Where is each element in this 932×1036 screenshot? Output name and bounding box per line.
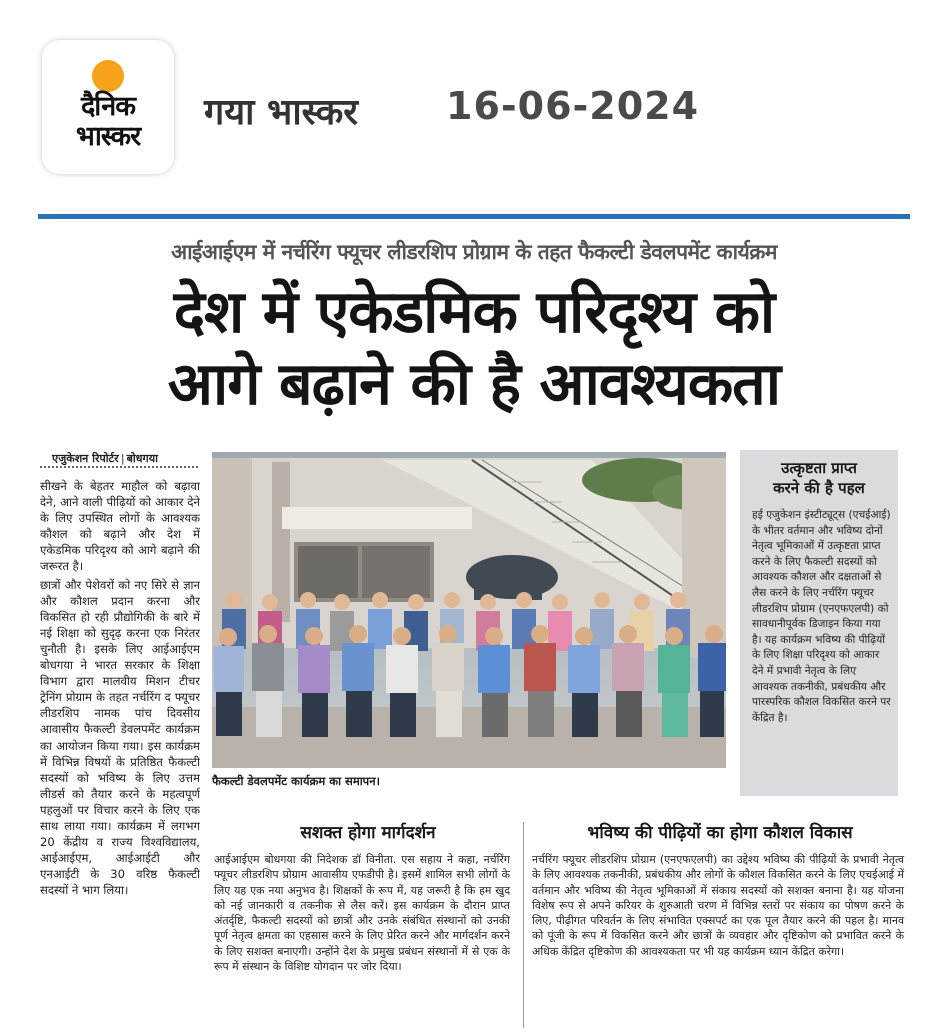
left-paragraph-2: छात्रों और पेशेवरों को नए सिरे से ज्ञान और कौशल प्रदान करना और विकसित हो रही प्रौद्योगिकी के बारे में नई शिक्षा को सुदृढ़ करना एक निरंतर चुनौती है। इसके लिए आईआईएम बोधगया ने भारत सरकार के शिक्षा विभाग द्वारा मालवीय मिशन टीचर ट्रेनिंग प्रोग्राम के तहत नर्चरिंग द फ्यूचर लीडरशिप नामक पांच दिवसीय आवासीय फैकल्टी डेवलपमेंट कार्यक्रम का आयोजन किया गया। इस कार्यक्रम में विभिन्न विषयों के प्रतिष्ठित फैकल्टी सदस्यों को भविष्य के लिए उत्तम लीडर्स को तैयार करने के महत्वपूर्ण पहलुओं पर विचार करने के लिए एक साथ लाया गया। कार्यक्रम में लगभग 20 केंद्रीय व राज्य विश्वविद्यालय, आईआईएम, आईआईटी और एनआईटी के 30 वरिष्ठ फैकल्टी सदस्यों ने भाग लिया।: [40, 577, 200, 898]
sidebar-title-line2: करने की है पहल: [773, 479, 865, 497]
left-paragraph-1: सीखने के बेहतर माहौल को बढ़ावा देने, आने वाली पीढ़ियों को आकार देने के लिए उपस्थित लोगों के आवश्यक कौशल को बढ़ाने और देश में एकेडमिक परिदृश्य को आगे बढ़ाने की जरूरत है।: [40, 479, 200, 574]
photo-caption: फैकल्टी डेवलपमेंट कार्यक्रम का समापन।: [212, 774, 380, 788]
sidebar-title-line1: उत्कृष्टता प्राप्त: [781, 459, 857, 477]
left-column-text: [40, 478, 200, 1028]
group-photo-block: [212, 452, 726, 800]
article-headline: [34, 276, 914, 420]
sun-icon: [92, 60, 124, 92]
byline: एजुकेशन रिपोर्टर | बोधगया: [52, 452, 158, 465]
section2-body: नर्चरिंग फ्यूचर लीडरशिप प्रोग्राम (एनएफएलपी) का उद्देश्य भविष्य की पीढ़ियों के प्रभावी नेतृत्व के लिए आवश्यक तकनीकी, प्रबंधकीय और लोगों के कौशल विकसित करने के लिए एचईआई में वर्तमान और भविष्य की नेतृत्व भूमिकाओं में संकाय सदस्यों को सशक्त बनाना है। यह योजना विशेष रूप से अपने करियर के शुरुआती चरण में विभिन्न स्तरों पर संकाय का पोषण करने के लिए, पीढ़ीगत परिवर्तन के लिए संभावित एक्सपर्ट का एक पूल तैयार करने की पहल है। मानव को पूंजी के रूप में विकसित करने और छात्रों के व्यवहार और दृष्टिकोण को प्रभावित करने के अधिक केंद्रित दृष्टिकोण की आवश्यकता पर भी यह कार्यक्रम ध्यान केंद्रित करेगा।: [532, 853, 904, 958]
byline-reporter: एजुकेशन रिपोर्टर: [52, 452, 119, 465]
sidebar-body: हई एजुकेशन इंस्टीट्यूट्स (एचईआई) के भीतर वर्तमान और भविष्य दोनों नेतृत्व भूमिकाओं में उत्कृष्टता प्राप्त करने के लिए फैकल्टी सदस्यों को आवश्यक कौशल और दक्षताओं से लैस करने के लिए नर्चरिंग फ्यूचर लीडरशिप प्रोग्राम (एनएफएलपी) को सावधानीपूर्वक डिजाइन किया गया है। यह कार्यक्रम भविष्य की पीढ़ियों के लिए शिक्षा परिदृश्य को आकार देने में प्रभावी नेतृत्व के लिए आवश्यक तकनीकी, प्रबंधकीय और पारस्परिक कौशल विकसित करने पर केंद्रित है।: [752, 509, 891, 724]
column-divider: [523, 822, 524, 1028]
header-divider: [38, 214, 910, 219]
logo-text-line1: दैनिक: [80, 91, 136, 122]
headline-line2: आगे बढ़ाने की है आवश्यकता: [167, 349, 781, 418]
sidebar-title: [740, 458, 898, 498]
section2-title: भविष्य की पीढ़ियों का होगा कौशल विकास: [587, 823, 853, 843]
sidebar-box: [740, 450, 898, 796]
article-kicker: आईआईएम में नर्चरिंग फ्यूचर लीडरशिप प्रोग्राम के तहत फैकल्टी डेवलपमेंट कार्यक्रम: [171, 240, 777, 264]
section1-body: आईआईएम बोधगया की निदेशक डॉ विनीता. एस सहाय ने कहा, नर्चरिंग फ्यूचर लीडरशिप प्रोग्राम आवासीय एफडीपी है। इसमें शामिल सभी लोगों के लिए यह एक नया अनुभव है। शिक्षकों के रूप में, यह जरूरी है कि हम खुद को नई जानकारी व तकनीक से लैस करें। इस कार्यक्रम के दौरान प्राप्त अंतर्दृष्टि, फैकल्टी सदस्यों को छात्रों और उनके संबंधित संस्थानों को उनकी पूर्ण नेतृत्व क्षमता का एहसास करने के लिए प्रेरित करने और मार्गदर्शन करने के लिए सशक्त बनाएगी। उन्होंने देश के प्रमुख प्रबंधन संस्थानों में से एक के रूप में संस्थान के विशिष्ट योगदान पर जोर दिया।: [214, 853, 510, 974]
section1-title: सशक्त होगा मार्गदर्शन: [300, 823, 436, 843]
edition-date: 16-06-2024: [446, 84, 700, 128]
logo-text-line2: भास्कर: [75, 121, 141, 152]
edition-title: गया भास्कर: [204, 92, 359, 133]
byline-location: बोधगया: [126, 452, 158, 465]
group-photo: [212, 452, 726, 768]
byline-dotted-rule: [40, 466, 198, 468]
headline-line1: देश में एकेडमिक परिदृश्य को: [173, 277, 775, 346]
dainik-bhaskar-logo: [42, 40, 174, 174]
